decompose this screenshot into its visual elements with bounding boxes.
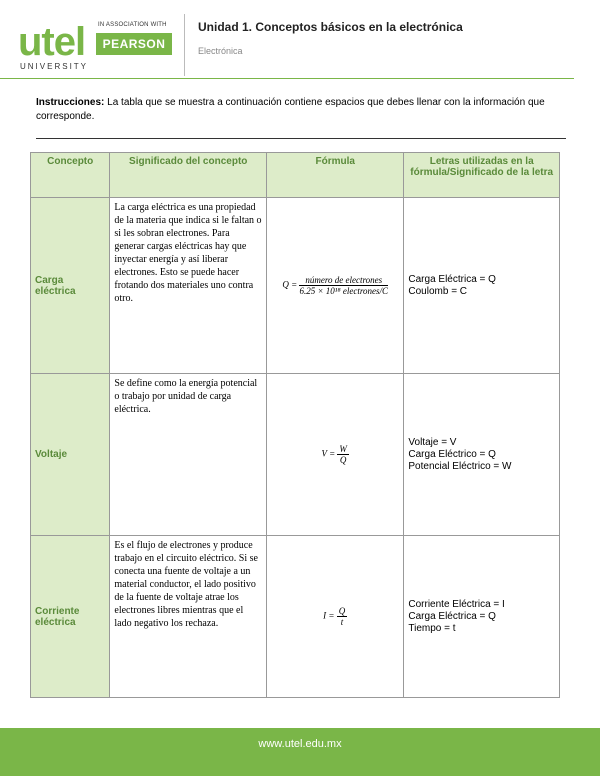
formula-denominator: Q [339, 455, 347, 465]
course-name: Electrónica [198, 46, 243, 56]
header-rule [0, 78, 574, 79]
header-significado: Significado del concepto [110, 153, 267, 198]
formula-lhs: Q = [282, 279, 298, 290]
letters-cell [404, 198, 560, 374]
letters-cell [404, 374, 560, 536]
header-formula: Fórmula [267, 153, 404, 198]
association-text: IN ASSOCIATION WITH [98, 22, 167, 28]
letter-item: Tiempo = t [408, 622, 456, 634]
header-divider [184, 14, 185, 76]
utel-logo-subtitle: UNIVERSITY [20, 62, 89, 71]
formula-denominator: t [340, 617, 344, 627]
formula-cell [267, 536, 404, 698]
instructions-text: La tabla que se muestra a continuación contiene espacios que debes llenar con la información que corresponde. [36, 97, 545, 122]
meaning-cell: Es el flujo de electrones y produce trabajo en el circuito eléctrico. Si se conecta una fuente de voltaje a un material conductor, el lado positivo de la fuente de voltaje atrae los electrones libres mientras que el lado negativo los rechaza. [110, 536, 267, 698]
letter-item: Carga Eléctrico = Q [408, 448, 496, 460]
utel-logo: utel [18, 20, 86, 64]
formula-numerator: W [339, 444, 347, 454]
table-row [31, 374, 560, 536]
instructions-label: Instrucciones: [36, 97, 105, 108]
concept-cell: Corriente eléctrica [31, 536, 110, 698]
pearson-logo: PEARSON [96, 33, 172, 55]
formula-cell [267, 374, 404, 536]
unit-title: Unidad 1. Conceptos básicos en la electrónica [198, 20, 463, 34]
table-row [31, 198, 560, 374]
table-header-row [31, 153, 560, 198]
meaning-cell: Se define como la energía potencial o trabajo por unidad de carga eléctrica. [110, 374, 267, 536]
formula-fraction [337, 444, 349, 465]
letter-item: Voltaje = V [408, 436, 457, 448]
table-row [31, 536, 560, 698]
concepts-table [30, 152, 560, 698]
letter-item: Carga Eléctrica = Q [408, 273, 496, 285]
meaning-cell: La carga eléctrica es una propiedad de la materia que indica si le faltan o si les sobran electrones. Para generar cargas eléctricas hay que inyectar energía y así liberar electrones. Esto se puede hacer frotando dos materiales uno contra otro. [110, 198, 267, 374]
letters-cell [404, 536, 560, 698]
formula-fraction [337, 606, 348, 627]
letter-item: Corriente Eléctrica = I [408, 598, 505, 610]
formula-denominator: 6.25 × 10¹⁸ electrones/C [299, 286, 389, 296]
formula-lhs: V = [321, 448, 336, 459]
formula-fraction [299, 275, 388, 296]
letter-item: Potencial Eléctrico = W [408, 460, 512, 472]
page-header [0, 0, 600, 80]
letter-item: Carga Eléctrica = Q [408, 610, 496, 622]
header-concepto: Concepto [31, 153, 110, 198]
footer-url[interactable]: www.utel.edu.mx [258, 738, 342, 750]
formula-numerator: número de electrones [299, 275, 388, 286]
formula-lhs: I = [323, 610, 335, 621]
concept-cell: Carga eléctrica [31, 198, 110, 374]
formula-cell [267, 198, 404, 374]
instructions-rule [36, 138, 566, 139]
page-footer [0, 728, 600, 776]
concept-cell: Voltaje [31, 374, 110, 536]
formula-numerator: Q [338, 606, 346, 616]
letter-item: Coulomb = C [408, 285, 468, 297]
header-letras: Letras utilizadas en la fórmula/Significado de la letra [404, 153, 560, 198]
instructions [36, 96, 556, 124]
